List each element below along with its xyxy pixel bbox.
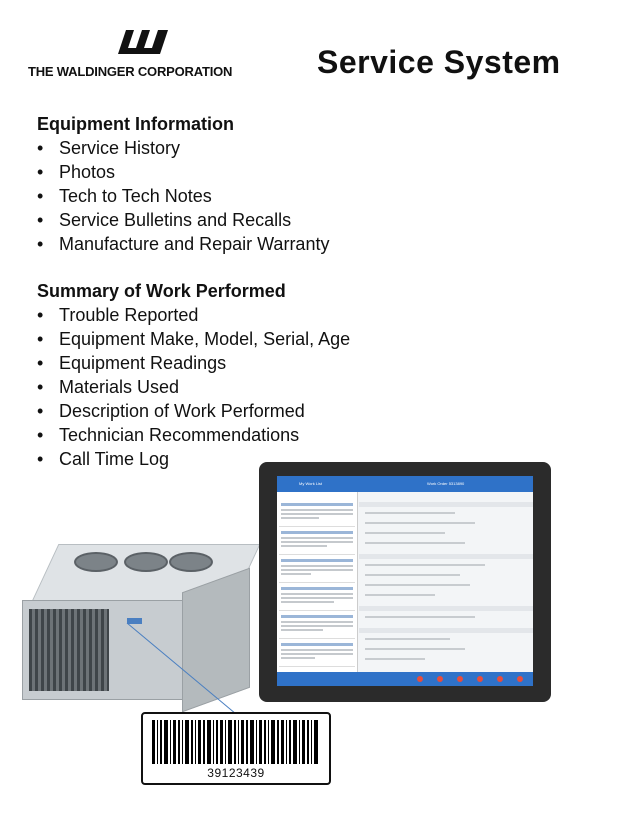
list-item — [279, 556, 355, 583]
list-item: • Tech to Tech Notes — [37, 184, 329, 208]
barcode-label — [141, 712, 331, 785]
list-item: • Service History — [37, 136, 329, 160]
tablet-work-order-detail — [359, 492, 533, 672]
tablet-screen — [277, 476, 533, 686]
list-item: • Manufacture and Repair Warranty — [37, 232, 329, 256]
tablet-app-header — [277, 476, 533, 492]
list-item: • Trouble Reported — [37, 303, 350, 327]
equipment-heading: Equipment Information — [37, 114, 234, 134]
list-item — [279, 612, 355, 639]
work-heading: Summary of Work Performed — [37, 281, 286, 301]
list-item: • Materials Used — [37, 375, 350, 399]
barcode-number: 39123439 — [207, 766, 265, 780]
list-item: • Equipment Make, Model, Serial, Age — [37, 327, 350, 351]
company-name: THE WALDINGER CORPORATION — [28, 64, 233, 79]
list-item: • Technician Recommendations — [37, 423, 350, 447]
list-item: • Equipment Readings — [37, 351, 350, 375]
tablet-work-list — [277, 492, 358, 672]
tablet-toolbar — [277, 672, 533, 686]
list-item: • Service Bulletins and Recalls — [37, 208, 329, 232]
list-item: • Description of Work Performed — [37, 399, 350, 423]
list-item: • Photos — [37, 160, 329, 184]
page-title: Service System — [317, 44, 561, 80]
list-item — [279, 528, 355, 555]
tablet-image — [259, 462, 551, 702]
list-item — [279, 640, 355, 667]
tablet-right-title: Work Order 5313890 — [427, 481, 465, 486]
list-item — [279, 584, 355, 611]
barcode-icon — [150, 720, 320, 764]
list-item — [279, 500, 355, 527]
list-item: • Call Time Log — [37, 447, 350, 471]
tablet-left-title: My Work List — [299, 481, 323, 486]
